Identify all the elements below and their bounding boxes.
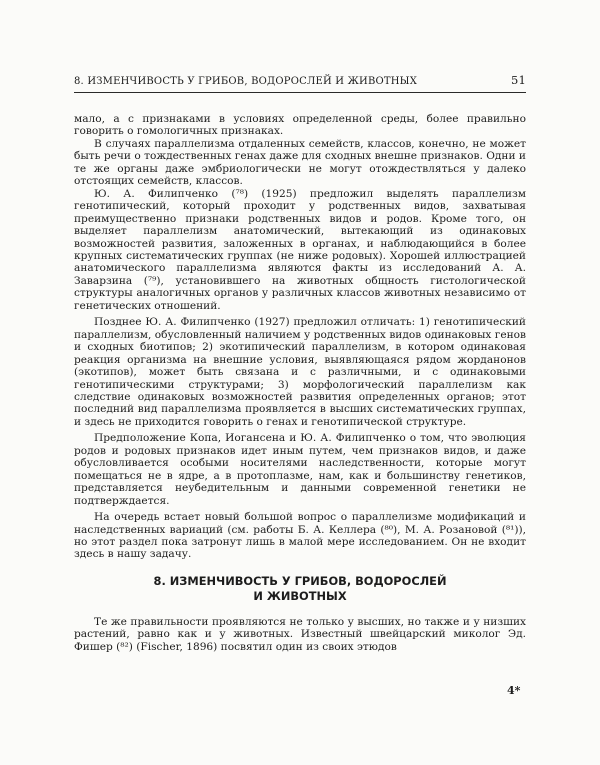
page-body: [74, 113, 526, 653]
section-heading-line: 8. ИЗМЕНЧИВОСТЬ У ГРИБОВ, ВОДОРОСЛЕЙ: [153, 573, 447, 588]
paragraph: В случаях параллелизма отдаленных семейств, классов, конечно, не может быть речи о тождественных генах даже для сходных внешне признаков. Одни и те же органы даже эмбриологически не могут отождествляться у далеко отстоящих семейств, классов.: [74, 137, 526, 188]
folio-signature: 4*: [507, 684, 521, 697]
running-title: 8. ИЗМЕНЧИВОСТЬ У ГРИБОВ, ВОДОРОСЛЕЙ И ЖИВОТНЫХ: [74, 76, 418, 87]
page-number: 51: [510, 73, 526, 87]
running-header: [74, 73, 526, 87]
section-heading: [74, 574, 526, 604]
paragraph: мало, а с признаками в условиях определенной среды, более правильно говорить о гомологичных признаках.: [74, 113, 526, 138]
section-heading-line: И ЖИВОТНЫХ: [253, 588, 347, 603]
paragraph: Позднее Ю. А. Филипченко (1927) предложил отличать: 1) генотипический параллелизм, обусловленный наличием у родственных видов одинаковых генов и сходных биотипов; 2) экотипический параллелизм, в котором одинаковая реакция организма на внешние условия, выявляющаяся рядом жорданонов (экотипов), может быть связана и с различными, и с одинаковыми генотипическими структурами; 3) морфологический параллелизм как следствие одинаковых возможностей развития определенных органов; этот последний вид параллелизма проявляется в высших систематических группах, и здесь не приходится говорить о генах и генотипической структуре.: [74, 316, 526, 428]
paragraph: Те же правильности проявляются не только у высших, но также и у низших растений, равно как и у животных. Известный швейцарский миколог Эд. Фишер (⁸²) (Fischer, 1896) посвятил один из своих этюдов: [74, 615, 526, 653]
paragraph: Ю. А. Филипченко (⁷⁸) (1925) предложил выделять параллелизм генотипический, который проходит у родственных видов, захватывая преимущественно признаки родственных видов и родов. Кроме того, он выделяет параллелизм анатомический, вытекающий из одинаковых возможностей развития, заложенных в органах, и наблюдающийся в более крупных систематических группах (не ниже родовых). Хорошей иллюстрацией анатомического параллелизма являются факты из исследований А. А. Заварзина (⁷⁹), установившего на животных общность гистологической структуры аналогичных органов у различных классов животных независимо от генетических отношений.: [74, 187, 526, 312]
paragraph: На очередь встает новый большой вопрос о параллелизме модификаций и наследственных вариаций (см. работы Б. А. Келлера (⁸⁰), М. А. Розановой (⁸¹)), но этот раздел пока затронут лишь в малой мере исследованием. Он не входит здесь в нашу задачу.: [74, 511, 526, 561]
paragraph: Предположение Копа, Иогансена и Ю. А. Филипченко о том, что эволюция родов и родовых признаков идет иным путем, чем признаков видов, и даже обусловливается особыми носителями наследственности, которые могут помещаться не в ядре, а в протоплазме, нам, как и большинству генетиков, представляется неубедительным и данными современной генетики не подтверждается.: [74, 432, 526, 507]
header-rule: [74, 92, 526, 93]
